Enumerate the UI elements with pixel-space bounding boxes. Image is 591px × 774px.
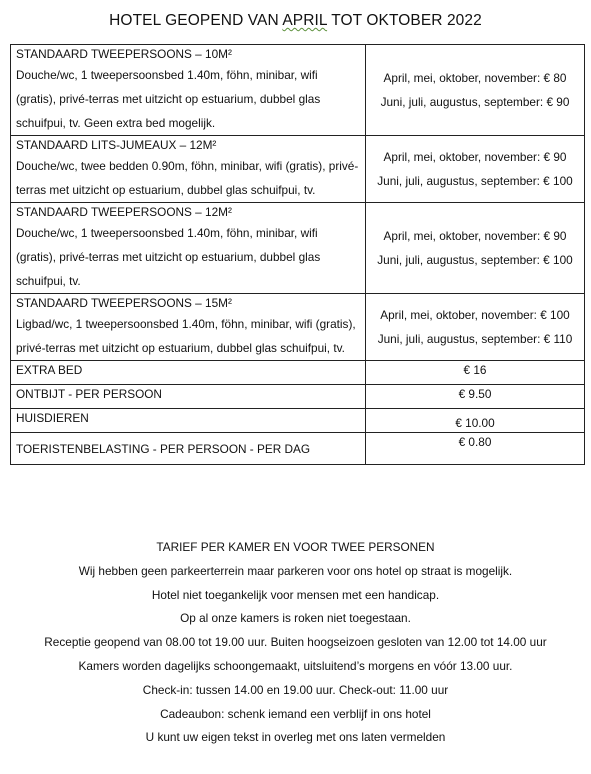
title-suffix: TOT OKTOBER 2022 — [327, 12, 482, 29]
note-line: Receptie geopend van 08.00 tot 19.00 uur. Buiten hoogseizoen gesloten van 12.00 tot 14.00 uur — [44, 635, 547, 650]
room-description-cell — [11, 294, 366, 361]
extra-amount: € 0.80 — [366, 433, 585, 465]
room-description-cell — [11, 203, 366, 294]
price-high-season: Juni, juli, augustus, september: € 110 — [377, 332, 573, 346]
extra-amount: € 9.50 — [366, 385, 585, 409]
page-title — [0, 12, 591, 30]
price-high-season: Juni, juli, augustus, september: € 90 — [380, 95, 570, 109]
room-description-cell — [11, 136, 366, 203]
room-price-cell — [366, 294, 585, 361]
room-price-cell — [366, 136, 585, 203]
room-name: STANDAARD TWEEPERSOONS – 10M² — [16, 47, 232, 61]
extra-label: HUISDIEREN — [11, 409, 366, 433]
room-name: STANDAARD TWEEPERSOONS – 15M² — [16, 296, 232, 310]
room-price-cell — [366, 203, 585, 294]
note-line: Wij hebben geen parkeerterrein maar parkeren voor ons hotel op straat is mogelijk. — [78, 563, 513, 578]
extra-amount: € 10.00 — [366, 409, 585, 433]
title-april: APRIL — [282, 12, 328, 29]
note-line: Check-in: tussen 14.00 en 19.00 uur. Check-out: 11.00 uur — [142, 682, 449, 697]
room-price-cell — [366, 45, 585, 136]
extra-row — [11, 409, 585, 433]
extra-label: TOERISTENBELASTING - PER PERSOON - PER DAG — [11, 433, 366, 465]
price-high-season: Juni, juli, augustus, september: € 100 — [377, 174, 573, 188]
notes-block — [0, 536, 591, 750]
room-row — [11, 203, 585, 294]
note-line: U kunt uw eigen tekst in overleg met ons laten vermelden — [145, 730, 446, 745]
extra-amount: € 16 — [366, 361, 585, 385]
room-name: STANDAARD LITS-JUMEAUX – 12M² — [16, 138, 217, 152]
extra-row — [11, 433, 585, 465]
title-prefix: HOTEL GEOPEND VAN — [109, 12, 283, 29]
room-row — [11, 45, 585, 136]
extra-label: EXTRA BED — [11, 361, 366, 385]
note-line: Op al onze kamers is roken niet toegestaan. — [180, 611, 411, 626]
rates-table — [10, 44, 585, 465]
price-high-season: Juni, juli, augustus, september: € 100 — [377, 253, 573, 267]
room-description: Douche/wc, 1 tweepersoonsbed 1.40m, föhn, minibar, wifi (gratis), privé-terras met uitzicht op estuarium, dubbel glas schuifpui, tv. Geen extra bed mogelijk. — [16, 68, 321, 130]
room-description-cell — [11, 45, 366, 136]
note-line: Hotel niet toegankelijk voor mensen met een handicap. — [151, 587, 440, 602]
price-low-season: April, mei, oktober, november: € 100 — [380, 308, 570, 322]
extra-label: ONTBIJT - PER PERSOON — [11, 385, 366, 409]
room-row — [11, 136, 585, 203]
extra-row — [11, 385, 585, 409]
price-low-season: April, mei, oktober, november: € 90 — [383, 150, 567, 164]
note-line: TARIEF PER KAMER EN VOOR TWEE PERSONEN — [156, 540, 435, 554]
room-description: Douche/wc, 1 tweepersoonsbed 1.40m, föhn, minibar, wifi (gratis), privé-terras met uitzicht op estuarium, dubbel glas schuifpui, tv. — [16, 226, 321, 288]
price-low-season: April, mei, oktober, november: € 80 — [383, 71, 567, 85]
room-name: STANDAARD TWEEPERSOONS – 12M² — [16, 205, 232, 219]
room-row — [11, 294, 585, 361]
extra-row — [11, 361, 585, 385]
note-line: Cadeaubon: schenk iemand een verblijf in ons hotel — [160, 706, 431, 721]
note-line: Kamers worden dagelijks schoongemaakt, uitsluitend’s morgens en vóór 13.00 uur. — [78, 658, 513, 673]
room-description: Douche/wc, twee bedden 0.90m, föhn, minibar, wifi (gratis), privé-terras met uitzicht op estuarium, dubbel glas schuifpui, tv. — [16, 159, 359, 197]
room-description: Ligbad/wc, 1 tweepersoonsbed 1.40m, föhn, minibar, wifi (gratis), privé-terras met uitzicht op estuarium, dubbel glas schuifpui, tv. — [16, 317, 356, 355]
price-low-season: April, mei, oktober, november: € 90 — [383, 229, 567, 243]
